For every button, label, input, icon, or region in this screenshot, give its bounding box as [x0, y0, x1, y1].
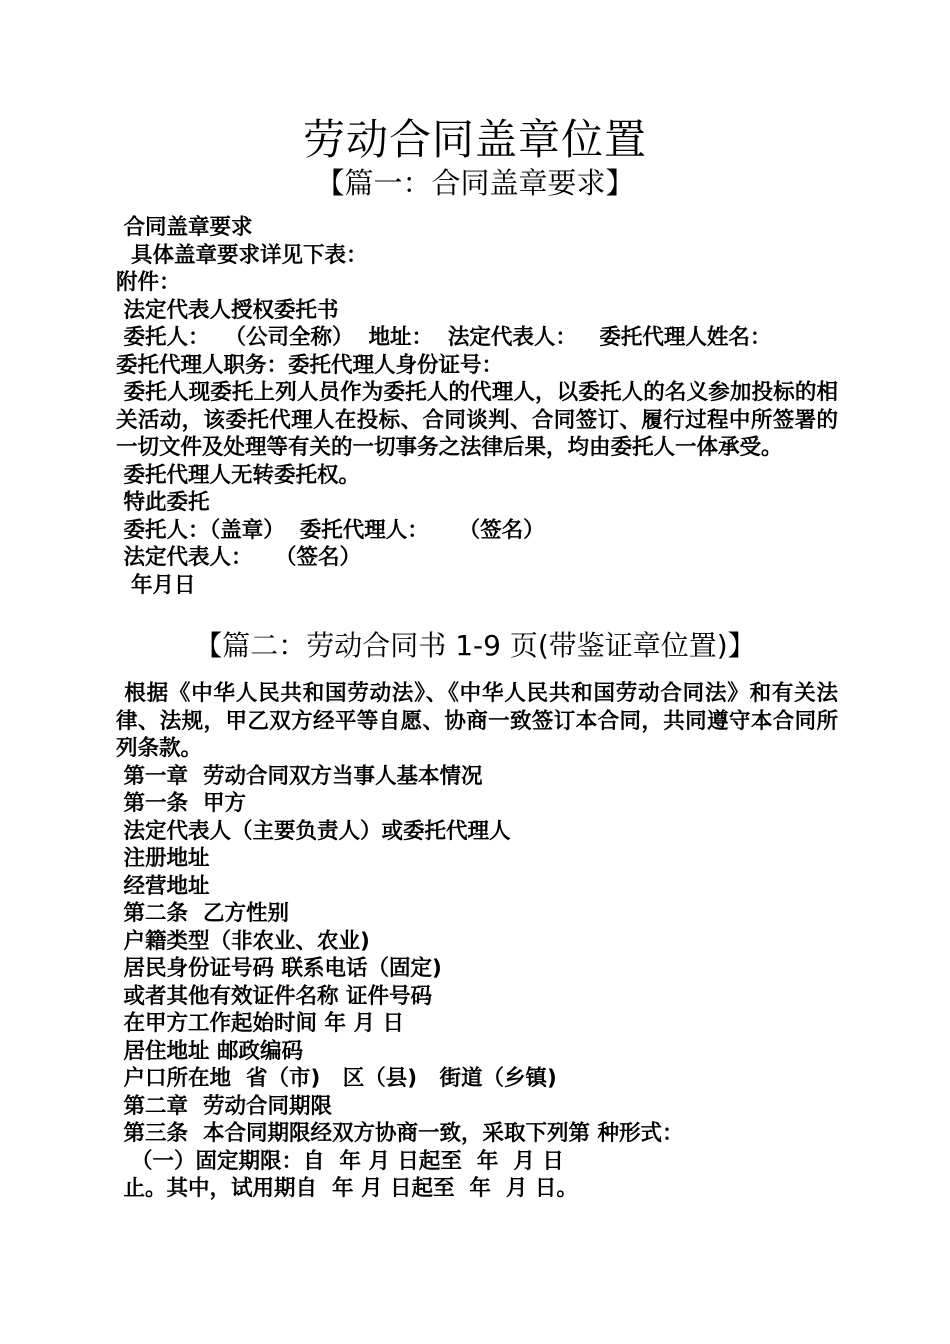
- paragraph: 注册地址: [116, 846, 210, 871]
- section2-body: [116, 680, 838, 1203]
- paragraph: 居民身份证号码 联系电话（固定): [116, 956, 442, 981]
- paragraph: 委托人现委托上列人员作为委托人的代理人，以委托人的名义参加投标的相关活动，该委托代理人在投标、合同谈判、合同签订、履行过程中所签署的一切文件及处理等有关的一切事务之法律后果，均由委托人一体承受。: [116, 380, 838, 460]
- paragraph: 附件：: [116, 270, 181, 295]
- paragraph: 委托人： （公司全称） 地址： 法定代表人： 委托代理人姓名：: [116, 325, 772, 350]
- paragraph: 法定代表人授权委托书: [116, 297, 339, 323]
- paragraph: 第三条 本合同期限经双方协商一致，采取下列第 种形式：: [116, 1121, 684, 1146]
- paragraph: 第一章 劳动合同双方当事人基本情况: [116, 763, 483, 789]
- paragraph: 合同盖章要求: [116, 215, 253, 240]
- paragraph: 或者其他有效证件名称 证件号码: [116, 983, 432, 1009]
- paragraph: 在甲方工作起始时间 年 月 日: [116, 1011, 404, 1036]
- paragraph: 户籍类型（非农业、农业): [116, 928, 370, 954]
- paragraph: 具体盖章要求详见下表：: [116, 242, 368, 268]
- paragraph: 止。其中，试用期自 年 月 日起至 年 月 日。: [116, 1176, 578, 1201]
- paragraph: 根据《中华人民共和国劳动法》、《中华人民共和国劳动合同法》和有关法律、法规，甲乙双方经平等自愿、协商一致签订本合同，共同遵守本合同所列条款。: [116, 681, 838, 761]
- section2-heading: 【篇二：劳动合同书 1-9 页(带鉴证章位置)】: [194, 629, 756, 662]
- paragraph: 委托代理人职务：委托代理人身份证号：: [116, 352, 504, 378]
- paragraph: （一）固定期限：自 年 月 日起至 年 月 日: [116, 1148, 564, 1174]
- section1-body: [116, 214, 838, 599]
- paragraph: 特此委托: [116, 490, 210, 515]
- document-title: 劳动合同盖章位置: [302, 115, 647, 164]
- paragraph: 户口所在地 省（市) 区（县) 街道（乡镇): [116, 1066, 557, 1091]
- paragraph: 法定代表人（主要负责人）或委托代理人: [116, 818, 511, 844]
- paragraph: 第二章 劳动合同期限: [116, 1093, 332, 1119]
- paragraph: 第二条 乙方性别: [116, 901, 289, 926]
- paragraph: 委托人：（盖章） 委托代理人： （签名）: [116, 517, 545, 543]
- paragraph: 法定代表人： （签名）: [116, 545, 361, 570]
- paragraph: 经营地址: [116, 873, 210, 899]
- paragraph: 年月日: [116, 572, 196, 598]
- paragraph: 居住地址 邮政编码: [116, 1038, 303, 1064]
- section1-heading: 【篇一：合同盖章要求】: [315, 166, 635, 200]
- paragraph: 委托代理人无转委托权。: [116, 462, 361, 488]
- paragraph: 第一条 甲方: [116, 791, 246, 816]
